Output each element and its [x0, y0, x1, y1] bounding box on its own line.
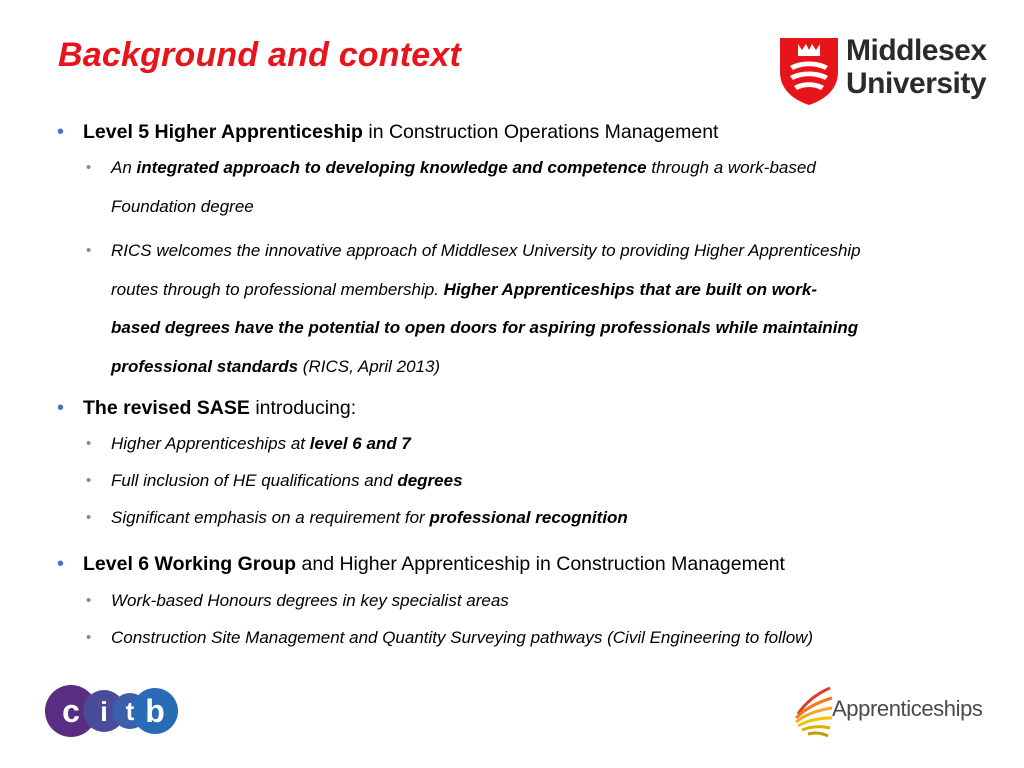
- bullet-level5-higher-apprenticeship: [57, 120, 719, 144]
- middlesex-logo-line1: Middlesex: [846, 34, 987, 67]
- sub-bullet-icon: •: [86, 592, 92, 609]
- bullet-icon: •: [57, 397, 65, 419]
- sub-bullet-integrated-approach: • An integrated approach to developing knowledge and competence through a work-based Foundation degree: [111, 149, 1001, 226]
- sub-bullet-icon: •: [86, 629, 92, 646]
- sub-bullet-he-qualifications: • Full inclusion of HE qualifications and degrees: [111, 462, 1001, 501]
- sub-bullet-professional-recognition: • Significant emphasis on a requirement for professional recognition: [111, 499, 1001, 538]
- bullet-icon: •: [57, 121, 65, 143]
- apprenticeships-logo: [792, 684, 992, 740]
- bullet-level6-working-group: [57, 552, 785, 576]
- sub-bullet-pathways: • Construction Site Management and Quantity Surveying pathways (Civil Engineering to follow): [111, 619, 1001, 658]
- citb-letter-c: c: [62, 693, 80, 729]
- middlesex-shield-icon: [778, 36, 840, 106]
- citb-letter-t: t: [125, 696, 135, 726]
- bullet-bold-text: Level 5 Higher Apprenticeship: [83, 121, 363, 143]
- sub-bullet-icon: •: [86, 435, 92, 452]
- bullet-text: and Higher Apprenticeship in Construction Management: [296, 553, 785, 575]
- apprenticeships-logo-text: Apprenticeships: [832, 696, 983, 721]
- middlesex-logo-line2: University: [846, 67, 987, 100]
- bullet-icon: •: [57, 553, 65, 575]
- bullet-bold-text: The revised SASE: [83, 397, 250, 419]
- sub-bullet-rics-quote: • RICS welcomes the innovative approach of Middlesex University to providing Higher Apprenticeship routes through to professional membership. Higher Apprenticeships that are built on work- based degrees have the potential to open doors for aspiring professionals while maintaining professional standards (RICS, April 2013): [111, 232, 1001, 386]
- bullet-text: in Construction Operations Management: [362, 121, 719, 143]
- sub-bullet-icon: •: [86, 472, 92, 489]
- sub-bullet-icon: •: [86, 242, 92, 259]
- sub-bullet-icon: •: [86, 159, 92, 176]
- citb-letter-i: i: [100, 696, 108, 727]
- bullet-bold-text: Level 6 Working Group: [83, 553, 297, 575]
- middlesex-university-logo: [778, 34, 990, 108]
- bullet-revised-sase: [57, 396, 357, 420]
- sub-bullet-level-6-and-7: • Higher Apprenticeships at level 6 and 7: [111, 425, 1001, 464]
- apprenticeships-swirl-icon: [792, 684, 836, 740]
- bullet-text: introducing:: [249, 397, 357, 419]
- sub-bullet-icon: •: [86, 509, 92, 526]
- slide-title: Background and context: [58, 36, 462, 74]
- citb-logo: [44, 684, 180, 738]
- citb-letter-b: b: [145, 693, 165, 729]
- sub-bullet-honours-degrees: • Work-based Honours degrees in key specialist areas: [111, 582, 1001, 621]
